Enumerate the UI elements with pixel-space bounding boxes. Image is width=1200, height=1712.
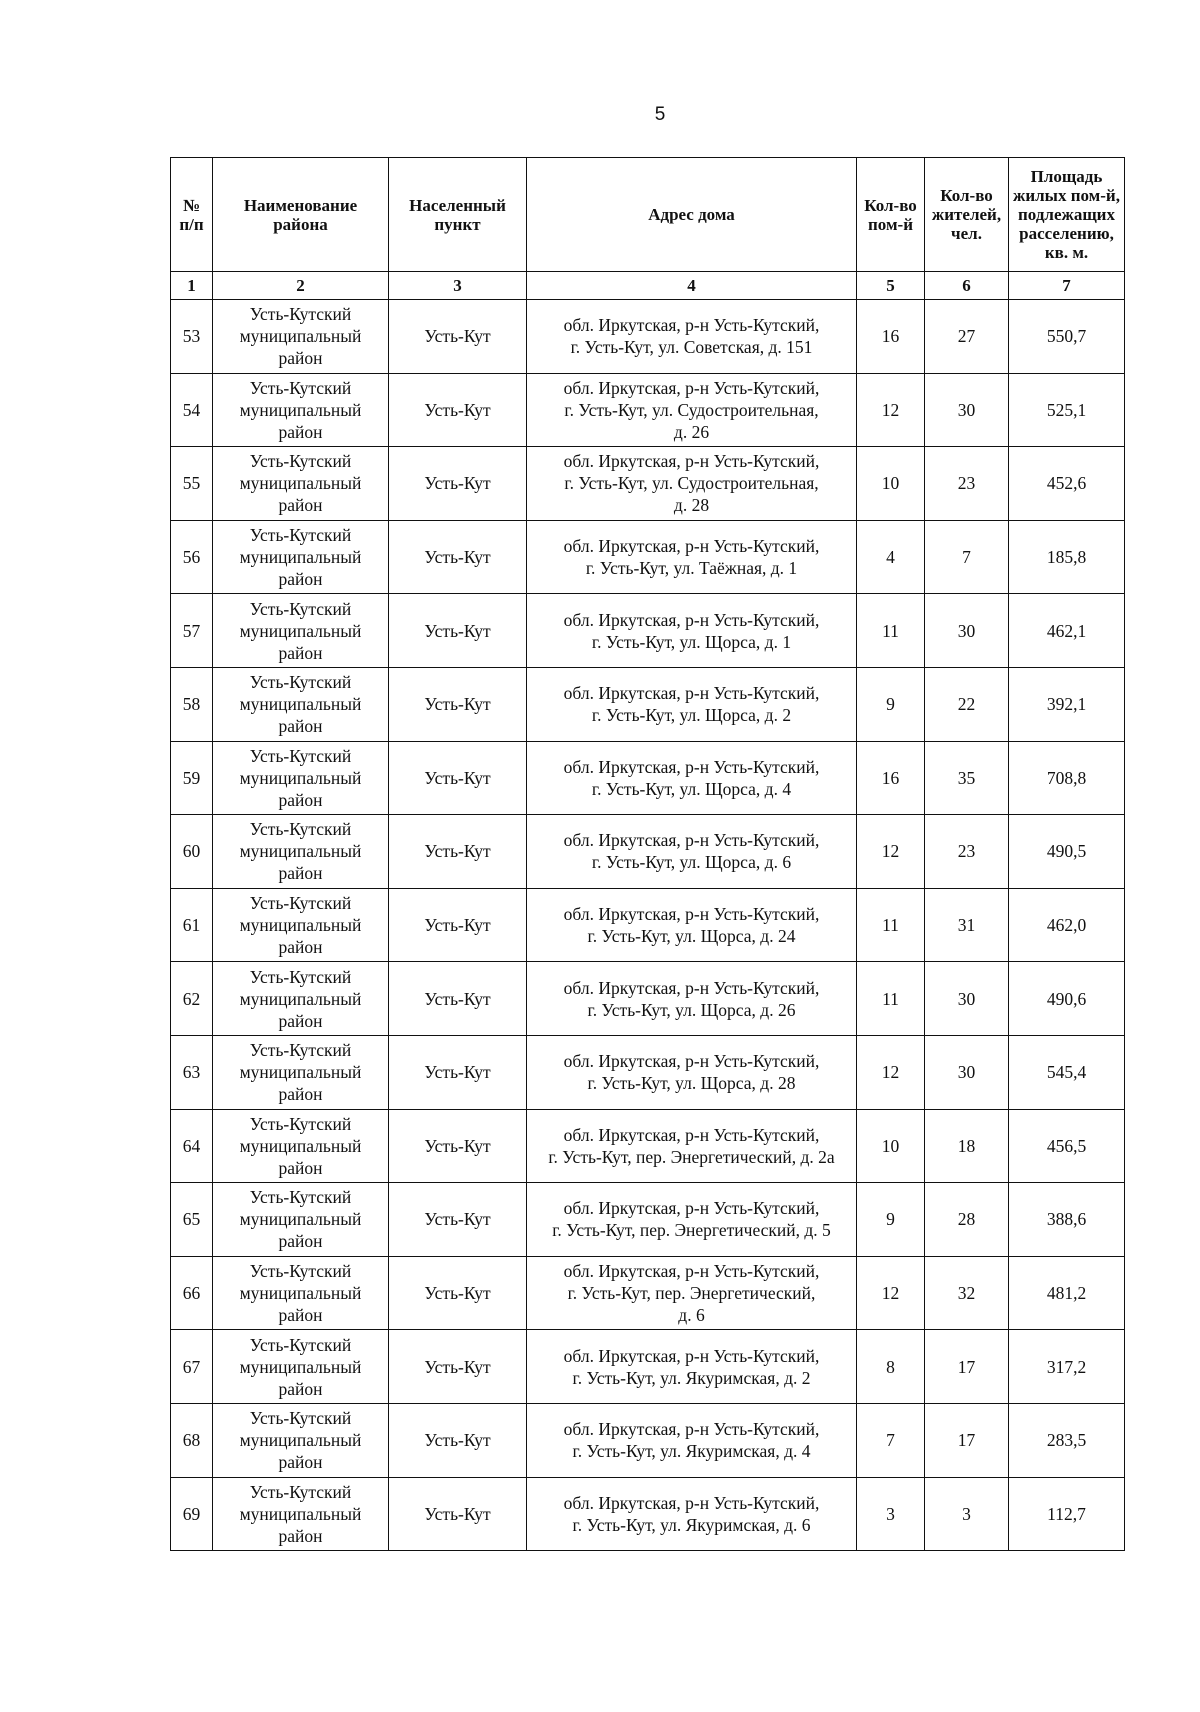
- locality-cell: Усть-Кут: [389, 815, 527, 889]
- table-row: [171, 1477, 1125, 1551]
- area-cell: 388,6: [1009, 1183, 1125, 1257]
- column-number: 5: [857, 272, 925, 300]
- district-cell: Усть-Кутский муниципальный район: [213, 373, 389, 447]
- residents-cell: 30: [925, 962, 1009, 1036]
- residents-cell: 30: [925, 594, 1009, 668]
- residents-cell: 32: [925, 1256, 1009, 1330]
- units-cell: 11: [857, 594, 925, 668]
- address-cell: обл. Иркутская, р-н Усть-Кутский, г. Усть-Кут, ул. Щорса, д. 28: [527, 1035, 857, 1109]
- column-number: 1: [171, 272, 213, 300]
- table-row: [171, 962, 1125, 1036]
- residents-cell: 17: [925, 1330, 1009, 1404]
- locality-cell: Усть-Кут: [389, 1035, 527, 1109]
- table-row: [171, 373, 1125, 447]
- area-cell: 525,1: [1009, 373, 1125, 447]
- header-district: Наименование района: [213, 158, 389, 272]
- row-number-cell: 60: [171, 815, 213, 889]
- area-cell: 317,2: [1009, 1330, 1125, 1404]
- header-locality: Населенный пункт: [389, 158, 527, 272]
- row-number-cell: 55: [171, 447, 213, 521]
- address-cell: обл. Иркутская, р-н Усть-Кутский, г. Усть-Кут, ул. Щорса, д. 4: [527, 741, 857, 815]
- residents-cell: 7: [925, 520, 1009, 594]
- area-cell: 462,0: [1009, 888, 1125, 962]
- column-number: 3: [389, 272, 527, 300]
- address-cell: обл. Иркутская, р-н Усть-Кутский, г. Усть-Кут, пер. Энергетический, д. 5: [527, 1183, 857, 1257]
- units-cell: 4: [857, 520, 925, 594]
- address-cell: обл. Иркутская, р-н Усть-Кутский, г. Усть-Кут, ул. Щорса, д. 2: [527, 667, 857, 741]
- column-number: 7: [1009, 272, 1125, 300]
- area-cell: 456,5: [1009, 1109, 1125, 1183]
- page-number: 5: [654, 104, 666, 125]
- locality-cell: Усть-Кут: [389, 447, 527, 521]
- row-number-cell: 63: [171, 1035, 213, 1109]
- residents-cell: 28: [925, 1183, 1009, 1257]
- residents-cell: 27: [925, 300, 1009, 374]
- table-row: [171, 300, 1125, 374]
- column-number: 4: [527, 272, 857, 300]
- locality-cell: Усть-Кут: [389, 888, 527, 962]
- row-number-cell: 62: [171, 962, 213, 1036]
- address-cell: обл. Иркутская, р-н Усть-Кутский, г. Усть-Кут, ул. Таёжная, д. 1: [527, 520, 857, 594]
- area-cell: 708,8: [1009, 741, 1125, 815]
- table-row: [171, 667, 1125, 741]
- table-row: [171, 1403, 1125, 1477]
- header-row-number: № п/п: [171, 158, 213, 272]
- address-cell: обл. Иркутская, р-н Усть-Кутский, г. Усть-Кут, ул. Якуримская, д. 6: [527, 1477, 857, 1551]
- table-row: [171, 888, 1125, 962]
- district-cell: Усть-Кутский муниципальный район: [213, 1109, 389, 1183]
- column-number: 2: [213, 272, 389, 300]
- row-number-cell: 65: [171, 1183, 213, 1257]
- units-cell: 11: [857, 962, 925, 1036]
- address-cell: обл. Иркутская, р-н Усть-Кутский, г. Усть-Кут, ул. Якуримская, д. 4: [527, 1403, 857, 1477]
- address-cell: обл. Иркутская, р-н Усть-Кутский, г. Усть-Кут, ул. Судостроительная, д. 26: [527, 373, 857, 447]
- address-cell: обл. Иркутская, р-н Усть-Кутский, г. Усть-Кут, ул. Щорса, д. 26: [527, 962, 857, 1036]
- district-cell: Усть-Кутский муниципальный район: [213, 741, 389, 815]
- locality-cell: Усть-Кут: [389, 1477, 527, 1551]
- units-cell: 3: [857, 1477, 925, 1551]
- district-cell: Усть-Кутский муниципальный район: [213, 1035, 389, 1109]
- row-number-cell: 58: [171, 667, 213, 741]
- row-number-cell: 54: [171, 373, 213, 447]
- units-cell: 12: [857, 373, 925, 447]
- units-cell: 8: [857, 1330, 925, 1404]
- district-cell: Усть-Кутский муниципальный район: [213, 888, 389, 962]
- header-area: Площадь жилых пом-й, подлежащих расселению, кв. м.: [1009, 158, 1125, 272]
- residents-cell: 35: [925, 741, 1009, 815]
- district-cell: Усть-Кутский муниципальный район: [213, 520, 389, 594]
- district-cell: Усть-Кутский муниципальный район: [213, 1183, 389, 1257]
- locality-cell: Усть-Кут: [389, 373, 527, 447]
- address-cell: обл. Иркутская, р-н Усть-Кутский, г. Усть-Кут, ул. Щорса, д. 1: [527, 594, 857, 668]
- row-number-cell: 69: [171, 1477, 213, 1551]
- residents-cell: 23: [925, 815, 1009, 889]
- district-cell: Усть-Кутский муниципальный район: [213, 962, 389, 1036]
- district-cell: Усть-Кутский муниципальный район: [213, 815, 389, 889]
- units-cell: 10: [857, 1109, 925, 1183]
- table-row: [171, 1109, 1125, 1183]
- units-cell: 12: [857, 1035, 925, 1109]
- area-cell: 112,7: [1009, 1477, 1125, 1551]
- locality-cell: Усть-Кут: [389, 1256, 527, 1330]
- table-row: [171, 594, 1125, 668]
- residents-cell: 31: [925, 888, 1009, 962]
- row-number-cell: 66: [171, 1256, 213, 1330]
- address-cell: обл. Иркутская, р-н Усть-Кутский, г. Усть-Кут, ул. Щорса, д. 24: [527, 888, 857, 962]
- district-cell: Усть-Кутский муниципальный район: [213, 594, 389, 668]
- area-cell: 452,6: [1009, 447, 1125, 521]
- residents-cell: 22: [925, 667, 1009, 741]
- locality-cell: Усть-Кут: [389, 1330, 527, 1404]
- address-cell: обл. Иркутская, р-н Усть-Кутский, г. Усть-Кут, ул. Судостроительная, д. 28: [527, 447, 857, 521]
- district-cell: Усть-Кутский муниципальный район: [213, 1477, 389, 1551]
- table-row: [171, 815, 1125, 889]
- address-cell: обл. Иркутская, р-н Усть-Кутский, г. Усть-Кут, пер. Энергетический, д. 2а: [527, 1109, 857, 1183]
- units-cell: 10: [857, 447, 925, 521]
- table-row: [171, 741, 1125, 815]
- residents-cell: 30: [925, 1035, 1009, 1109]
- locality-cell: Усть-Кут: [389, 741, 527, 815]
- district-cell: Усть-Кутский муниципальный район: [213, 1403, 389, 1477]
- address-cell: обл. Иркутская, р-н Усть-Кутский, г. Усть-Кут, пер. Энергетический, д. 6: [527, 1256, 857, 1330]
- locality-cell: Усть-Кут: [389, 667, 527, 741]
- locality-cell: Усть-Кут: [389, 520, 527, 594]
- table-row: [171, 520, 1125, 594]
- locality-cell: Усть-Кут: [389, 1183, 527, 1257]
- district-cell: Усть-Кутский муниципальный район: [213, 1330, 389, 1404]
- table-header-row: [171, 158, 1125, 272]
- row-number-cell: 61: [171, 888, 213, 962]
- row-number-cell: 53: [171, 300, 213, 374]
- units-cell: 16: [857, 300, 925, 374]
- area-cell: 545,4: [1009, 1035, 1125, 1109]
- row-number-cell: 64: [171, 1109, 213, 1183]
- locality-cell: Усть-Кут: [389, 1109, 527, 1183]
- locality-cell: Усть-Кут: [389, 300, 527, 374]
- locality-cell: Усть-Кут: [389, 1403, 527, 1477]
- units-cell: 7: [857, 1403, 925, 1477]
- residents-cell: 17: [925, 1403, 1009, 1477]
- units-cell: 9: [857, 667, 925, 741]
- table-row: [171, 1330, 1125, 1404]
- row-number-cell: 68: [171, 1403, 213, 1477]
- units-cell: 11: [857, 888, 925, 962]
- table-row: [171, 1035, 1125, 1109]
- header-address: Адрес дома: [527, 158, 857, 272]
- row-number-cell: 57: [171, 594, 213, 668]
- address-cell: обл. Иркутская, р-н Усть-Кутский, г. Усть-Кут, ул. Советская, д. 151: [527, 300, 857, 374]
- area-cell: 392,1: [1009, 667, 1125, 741]
- address-cell: обл. Иркутская, р-н Усть-Кутский, г. Усть-Кут, ул. Щорса, д. 6: [527, 815, 857, 889]
- row-number-cell: 67: [171, 1330, 213, 1404]
- area-cell: 185,8: [1009, 520, 1125, 594]
- units-cell: 12: [857, 1256, 925, 1330]
- locality-cell: Усть-Кут: [389, 962, 527, 1036]
- area-cell: 462,1: [1009, 594, 1125, 668]
- header-residents: Кол-во жителей, чел.: [925, 158, 1009, 272]
- table-row: [171, 1183, 1125, 1257]
- address-cell: обл. Иркутская, р-н Усть-Кутский, г. Усть-Кут, ул. Якуримская, д. 2: [527, 1330, 857, 1404]
- residents-cell: 30: [925, 373, 1009, 447]
- residents-cell: 18: [925, 1109, 1009, 1183]
- table-row: [171, 447, 1125, 521]
- area-cell: 490,6: [1009, 962, 1125, 1036]
- housing-registry-table: [170, 157, 1125, 1551]
- units-cell: 16: [857, 741, 925, 815]
- column-number: 6: [925, 272, 1009, 300]
- units-cell: 9: [857, 1183, 925, 1257]
- table-body: [171, 300, 1125, 1551]
- district-cell: Усть-Кутский муниципальный район: [213, 447, 389, 521]
- table-row: [171, 1256, 1125, 1330]
- header-units: Кол-во пом-й: [857, 158, 925, 272]
- row-number-cell: 59: [171, 741, 213, 815]
- locality-cell: Усть-Кут: [389, 594, 527, 668]
- residents-cell: 3: [925, 1477, 1009, 1551]
- district-cell: Усть-Кутский муниципальный район: [213, 300, 389, 374]
- residents-cell: 23: [925, 447, 1009, 521]
- area-cell: 283,5: [1009, 1403, 1125, 1477]
- row-number-cell: 56: [171, 520, 213, 594]
- units-cell: 12: [857, 815, 925, 889]
- district-cell: Усть-Кутский муниципальный район: [213, 667, 389, 741]
- area-cell: 490,5: [1009, 815, 1125, 889]
- area-cell: 481,2: [1009, 1256, 1125, 1330]
- district-cell: Усть-Кутский муниципальный район: [213, 1256, 389, 1330]
- column-number-row: [171, 272, 1125, 300]
- area-cell: 550,7: [1009, 300, 1125, 374]
